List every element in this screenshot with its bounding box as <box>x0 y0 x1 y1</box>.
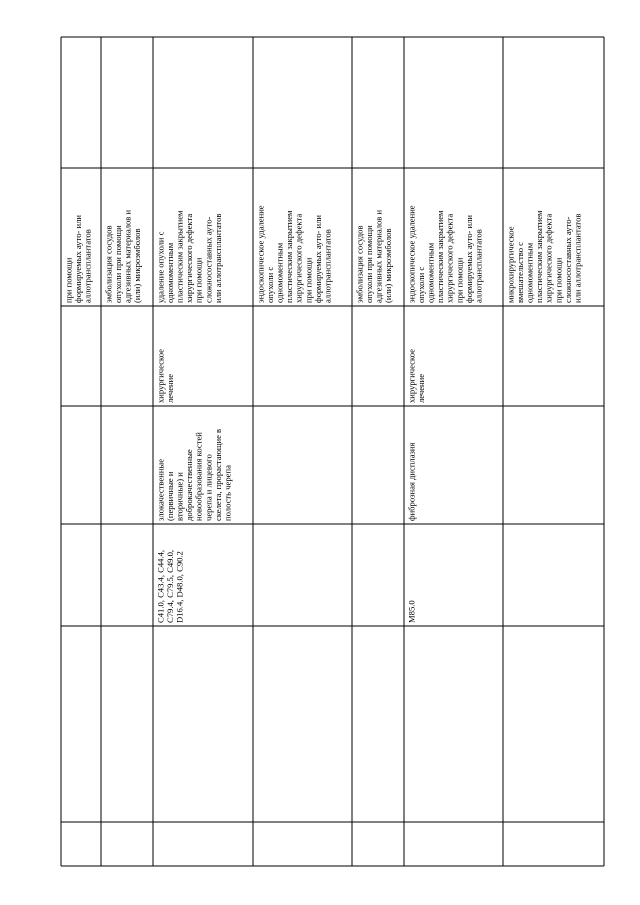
cell-diagnosis <box>406 442 416 521</box>
cell-line: M85.0 <box>406 600 417 623</box>
cell-line: (или) микроэмболов <box>132 228 143 303</box>
cell-code <box>406 600 416 623</box>
table-cells <box>63 205 582 623</box>
cell-line: вторичные) и <box>174 472 185 521</box>
cell-line: при помощи <box>454 257 465 303</box>
cell-line: эмболизация сосудов <box>354 225 365 303</box>
cell-method <box>155 210 223 303</box>
cell-line: формируемых ауто- или <box>72 214 83 303</box>
cell-line: хирургическое <box>406 349 417 403</box>
cell-line: хирургического дефекта <box>184 213 195 303</box>
cell-method <box>103 209 142 303</box>
cell-line: при помощи <box>303 257 314 303</box>
cell-line: эмболизация сосудов <box>103 225 114 303</box>
cell-line: C79.4, C79.5, C49.0, <box>164 549 175 623</box>
cell-line: микрохирургическое <box>505 226 516 303</box>
cell-line: пластическим закрытием <box>284 210 295 303</box>
cell-line: D16.4, D48.0, C90.2 <box>174 551 185 623</box>
cell-line: или аллотрансплантатов <box>572 213 583 303</box>
cell-line: удаление опухоли с <box>155 231 166 303</box>
cell-line: новообразования костей <box>193 432 204 521</box>
cell-line: одномоментным <box>274 242 285 303</box>
cell-line: при помощи <box>63 257 74 303</box>
table-grid <box>61 37 604 866</box>
cell-code <box>155 550 184 623</box>
cell-line: аллотрансплантатов <box>473 229 484 303</box>
cell-line: сложносоставных ауто- <box>203 216 214 303</box>
cell-line: хирургическое <box>155 349 166 403</box>
cell-line: при помощи <box>193 257 204 303</box>
cell-method <box>255 205 332 303</box>
cell-line: пластическим закрытием <box>174 210 185 303</box>
cell-line: эндоскопическое удаление <box>255 205 266 303</box>
cell-treatment-type <box>155 349 175 403</box>
cell-line: при помощи <box>553 257 564 303</box>
cell-line: (или) микроэмболов <box>383 228 394 303</box>
cell-line: хирургического дефекта <box>444 213 455 303</box>
cell-method <box>505 210 582 303</box>
cell-method <box>406 205 483 303</box>
cell-method <box>63 215 92 303</box>
cell-line: эндоскопическое удаление <box>406 205 417 303</box>
cell-line: аллотрансплантатов <box>322 229 333 303</box>
cell-line: адгезивных материалов и <box>373 209 384 303</box>
cell-line: одномоментным <box>164 242 175 303</box>
cell-line: одномоментным <box>524 242 535 303</box>
cell-line: (первичные и <box>164 471 175 521</box>
cell-treatment-type <box>406 349 426 403</box>
cell-method <box>354 209 393 303</box>
cell-line: формируемых ауто- или <box>312 214 323 303</box>
cell-line: аллотрансплантатов <box>82 229 93 303</box>
cell-line: хирургического дефекта <box>543 213 554 303</box>
cell-line: опухоли при помощи <box>363 225 374 303</box>
cell-line: C41.0, C43.4, C44.4, <box>155 549 166 623</box>
cell-line: черепа и лицевого <box>203 454 214 521</box>
cell-line: пластическим закрытием <box>534 210 545 303</box>
cell-line: формируемых ауто- или <box>463 214 474 303</box>
cell-line: опухоли с <box>264 266 275 303</box>
cell-line: лечение <box>164 373 175 403</box>
cell-line: адгезивных материалов и <box>122 209 133 303</box>
cell-line: сложносоставных ауто- <box>562 216 573 303</box>
cell-line: вмешательство с <box>514 242 525 303</box>
cell-line: доброкачественные <box>184 449 195 521</box>
cell-line: опухоли при помощи <box>112 225 123 303</box>
cell-line: хирургического дефекта <box>293 213 304 303</box>
cell-line: или аллотрансплантатов <box>212 213 223 303</box>
cell-line: лечение <box>415 373 426 403</box>
cell-line: фиброзная дисплазия <box>406 442 417 521</box>
cell-line: пластическим закрытием <box>435 210 446 303</box>
cell-line: злокачественные <box>155 458 166 521</box>
cell-line: одномоментным <box>425 242 436 303</box>
cell-line: полость черепа <box>222 465 233 521</box>
cell-line: опухоли с <box>415 266 426 303</box>
cell-diagnosis <box>155 429 232 521</box>
cell-line: скелета, прорастающие в <box>212 428 223 521</box>
